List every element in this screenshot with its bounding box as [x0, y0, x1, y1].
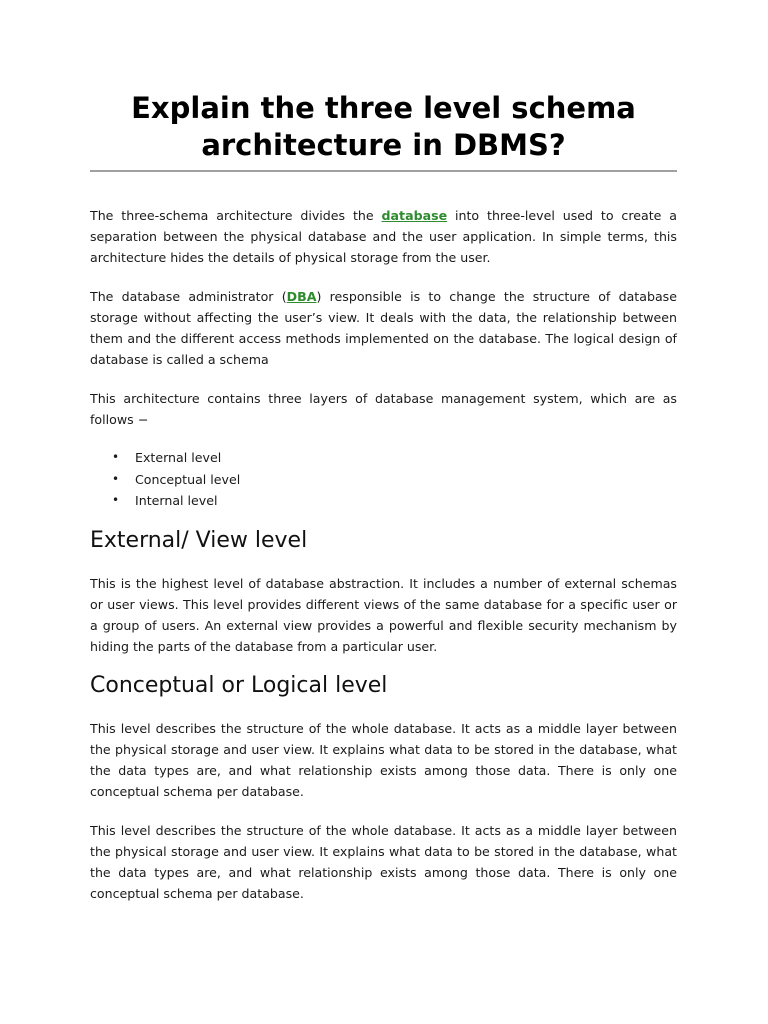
- intro-text-after: into three-level used to create a separation between the physical database and the user application. In simple terms, this architecture hides the details of physical storage from the user.: [90, 208, 677, 265]
- list-item-label: Internal level: [135, 493, 218, 508]
- list-item: [90, 469, 677, 491]
- conceptual-level-paragraph: This level describes the structure of the whole database. It acts as a middle layer between the physical storage and user view. It explains what data to be stored in the database, what the data types are, and what relationship exists among those data. There is only one conceptual schema per database.: [90, 720, 677, 799]
- bullet-icon: •: [112, 450, 120, 464]
- list-item-label: External level: [135, 450, 222, 465]
- intro-paragraph: [90, 205, 677, 268]
- bullet-icon: •: [112, 471, 120, 486]
- dba-link[interactable]: DBA: [286, 289, 317, 304]
- dba-text-before: The database administrator (: [90, 289, 287, 304]
- external-level-paragraph: This is the highest level of database abstraction. It includes a number of external schemas or user views. This level provides different views of the same database for a specific user or a group of users. An external view provides a powerful and flexible security mechanism by hiding the parts of the database from a particular user.: [90, 575, 677, 654]
- layers-intro-paragraph: This architecture contains three layers of database management system, which are as follows −: [90, 391, 677, 427]
- list-item: [90, 490, 677, 512]
- dba-paragraph: [90, 286, 677, 370]
- intro-text-before: The three-schema architecture divides the: [90, 208, 382, 223]
- page-title: Explain the three level schema architecture in DBMS?: [90, 90, 677, 172]
- bullet-icon: •: [112, 493, 120, 507]
- conceptual-level-paragraph-repeat: This level describes the structure of the whole database. It acts as a middle layer between the physical storage and user view. It explains what data to be stored in the database, what the data types are, and what relationship exists among those data. There is only one conceptual schema per database.: [90, 822, 677, 901]
- dba-text-after: ) responsible is to change the structure of database storage without affecting the user’s view. It deals with the data, the relationship between them and the different access methods implemented on the database. The logical design of database is called a schema: [90, 289, 677, 367]
- section-heading-conceptual: Conceptual or Logical level: [90, 672, 388, 698]
- levels-list: [90, 447, 677, 512]
- document-page: [90, 90, 677, 904]
- list-item: [90, 447, 677, 469]
- database-link[interactable]: database: [381, 208, 448, 223]
- list-item-label: Conceptual level: [135, 471, 241, 487]
- section-heading-external: External/ View level: [90, 527, 308, 553]
